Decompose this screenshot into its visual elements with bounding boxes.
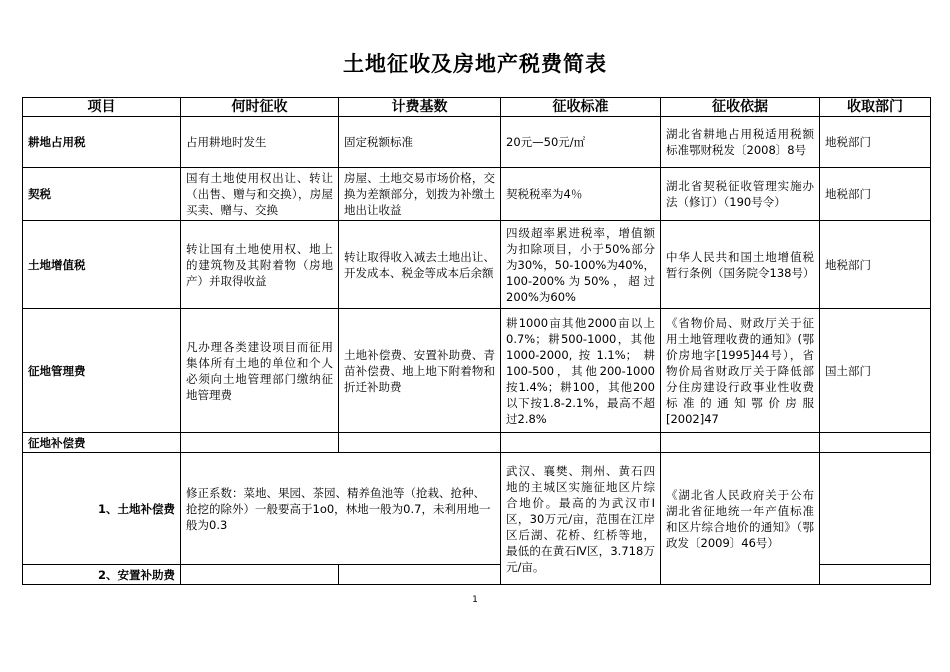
document-title: 土地征收及房地产税费简表	[343, 52, 607, 76]
table-row	[23, 221, 931, 309]
row-department: 地税部门	[820, 168, 931, 221]
sub-item: 2、安置补助费	[23, 565, 181, 585]
empty-cell	[339, 565, 501, 585]
row-item: 契税	[23, 168, 181, 221]
row-legal-basis: 湖北省契税征收管理实施办法（修订）（190号令）	[661, 168, 820, 221]
row-department: 地税部门	[820, 221, 931, 309]
row-when: 占用耕地时发生	[181, 117, 339, 168]
header-basis: 计费基数	[339, 98, 501, 117]
empty-cell	[661, 433, 820, 453]
table-row	[23, 453, 931, 565]
empty-cell	[820, 565, 931, 585]
row-standard: 耕1000亩其他2000亩以上0.7%；耕500-1000，其他1000-2000,按1.1%；耕100-500，其他200-1000按1.4%；耕100，其他200以下按1.8-2.1%，最高不超过2.8%	[501, 309, 661, 433]
table-row	[23, 117, 931, 168]
empty-cell	[339, 433, 501, 453]
row-when: 国有土地使用权出让、转让（出售、赠与和交换），房屋买卖、赠与、交换	[181, 168, 339, 221]
row-basis: 土地补偿费、安置补助费、青苗补偿费、地上地下附着物和折迁补助费	[339, 309, 501, 433]
row-item: 征地补偿费	[23, 433, 181, 453]
row-basis: 房屋、土地交易市场价格，交换为差额部分，划拨为补缴土地出让收益	[339, 168, 501, 221]
header-standard: 征收标准	[501, 98, 661, 117]
header-item: 项目	[23, 98, 181, 117]
empty-cell	[501, 433, 661, 453]
sub-item-when: 修正系数：菜地、果园、茶园、精养鱼池等（抢栽、抢种、抢挖的除外）一般要高于1o0，林地一般为0.7，未利用地一般为0.3	[181, 453, 501, 565]
header-when: 何时征收	[181, 98, 339, 117]
row-item: 土地增值税	[23, 221, 181, 309]
row-legal-basis: 中华人民共和国土地增值税暂行条例（国务院令138号）	[661, 221, 820, 309]
empty-cell	[820, 453, 931, 565]
header-department: 收取部门	[820, 98, 931, 117]
row-department: 国土部门	[820, 309, 931, 433]
row-item: 耕地占用税	[23, 117, 181, 168]
sub-item: 1、土地补偿费	[23, 453, 181, 565]
row-item: 征地管理费	[23, 309, 181, 433]
tax-table	[22, 97, 931, 585]
table-row	[23, 433, 931, 453]
sub-item-legal-basis: 《湖北省人民政府关于公布湖北省征地统一年产值标准和区片综合地价的通知》（鄂政发〔2009〕46号）	[661, 453, 820, 585]
page-number: 1	[472, 595, 478, 605]
header-legal-basis: 征收依据	[661, 98, 820, 117]
row-standard: 四级超率累进税率，增值额为扣除项目，小于50%部分为30%，50-100%为40%，100-200%为50%，超过200%为60%	[501, 221, 661, 309]
row-legal-basis: 湖北省耕地占用税适用税额标准鄂财税发〔2008〕8号	[661, 117, 820, 168]
table-row	[23, 309, 931, 433]
row-department: 地税部门	[820, 117, 931, 168]
row-basis: 转让取得收入减去土地出让、开发成本、税金等成本后余额	[339, 221, 501, 309]
header-row	[23, 98, 931, 117]
row-basis: 固定税额标准	[339, 117, 501, 168]
sub-item-standard: 武汉、襄樊、荆州、黄石四地的主城区实施征地区片综合地价。最高的为武汉市Ⅰ区，30万元/亩，范围在江岸区后湖、花桥、红桥等地，最低的在黄石Ⅳ区，3.718万元/亩。	[501, 453, 661, 585]
table-row	[23, 168, 931, 221]
empty-cell	[181, 565, 339, 585]
row-when: 转让国有土地使用权、地上的建筑物及其附着物（房地产）并取得收益	[181, 221, 339, 309]
row-legal-basis: 《省物价局、财政厅关于征用土地管理收费的通知》(鄂价房地字[1995]44号），省物价局省财政厅关于降低部分住房建设行政事业性收费标准的通知鄂价房服[2002]47	[661, 309, 820, 433]
row-standard: 契税税率为4％	[501, 168, 661, 221]
row-standard: 20元—50元/㎡	[501, 117, 661, 168]
empty-cell	[820, 433, 931, 453]
row-when: 凡办理各类建设项目而征用集体所有土地的单位和个人必须向土地管理部门缴纳征地管理费	[181, 309, 339, 433]
empty-cell	[181, 433, 339, 453]
